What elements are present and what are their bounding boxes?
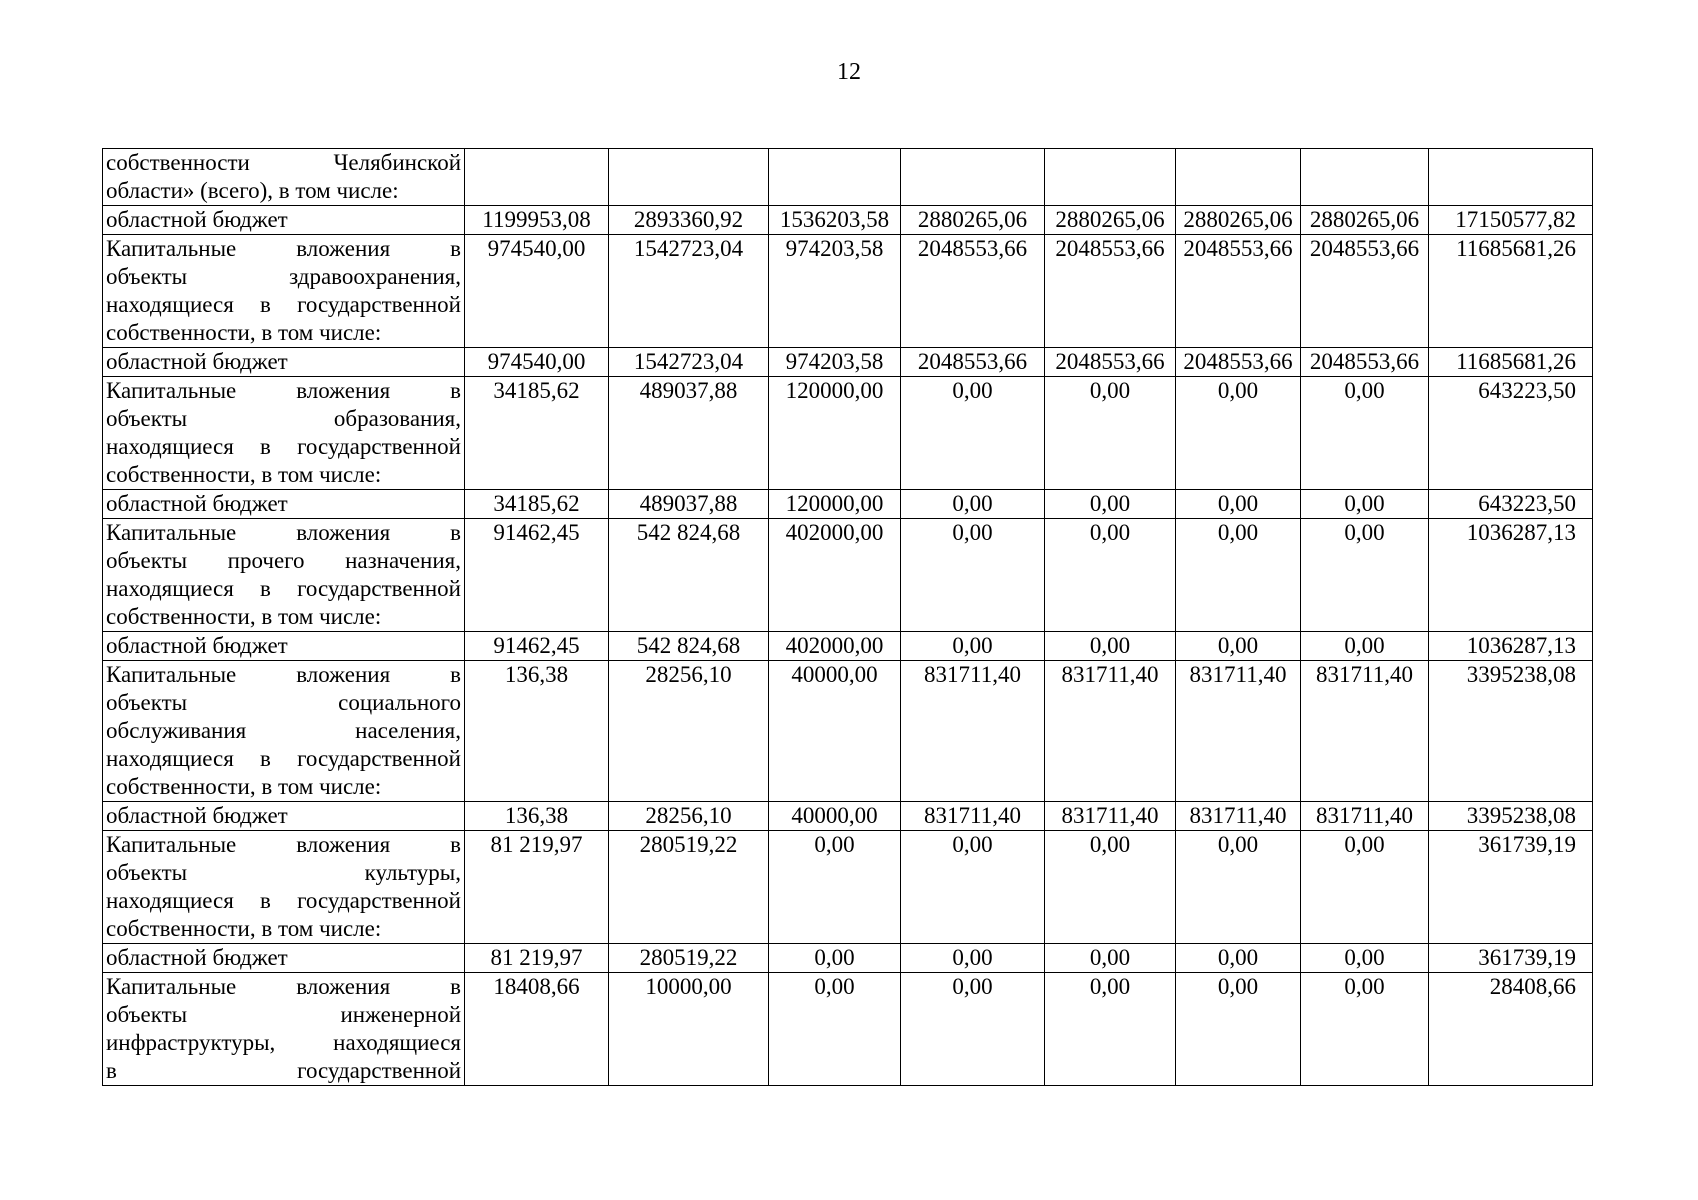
value-cell: 1536203,58: [769, 206, 901, 235]
value-cell: 1542723,04: [609, 235, 769, 348]
row-label-cell: [103, 149, 465, 206]
value-cell: 2880265,06: [1301, 206, 1429, 235]
row-label-line: собственности Челябинской: [106, 150, 461, 175]
value-cell: 0,00: [1176, 519, 1301, 632]
row-label-line: областной бюджет: [106, 207, 288, 232]
value-cell: 280519,22: [609, 831, 769, 944]
value-cell: [465, 149, 609, 206]
table-row: [103, 831, 1593, 944]
value-cell: 2048553,66: [901, 348, 1045, 377]
value-cell: 2048553,66: [901, 235, 1045, 348]
value-cell: 280519,22: [609, 944, 769, 973]
row-label-line: Капитальные вложения в: [106, 974, 461, 999]
value-cell: [769, 149, 901, 206]
row-label-cell: [103, 944, 465, 973]
value-cell: 3395238,08: [1429, 661, 1593, 802]
value-cell: 0,00: [1176, 973, 1301, 1086]
row-label-line: объекты прочего назначения,: [106, 548, 461, 573]
value-cell: 2893360,92: [609, 206, 769, 235]
value-cell: 0,00: [901, 377, 1045, 490]
row-label-cell: [103, 632, 465, 661]
value-cell: [1301, 149, 1429, 206]
row-label-line: объекты здравоохранения,: [106, 264, 461, 289]
value-cell: 0,00: [1301, 973, 1429, 1086]
row-label-cell: [103, 348, 465, 377]
value-cell: 0,00: [1176, 831, 1301, 944]
value-cell: 1542723,04: [609, 348, 769, 377]
value-cell: 28256,10: [609, 802, 769, 831]
row-label-cell: [103, 661, 465, 802]
value-cell: 489037,88: [609, 490, 769, 519]
value-cell: 0,00: [901, 519, 1045, 632]
value-cell: 1036287,13: [1429, 519, 1593, 632]
value-cell: 136,38: [465, 802, 609, 831]
row-label-cell: [103, 490, 465, 519]
row-label-cell: [103, 519, 465, 632]
value-cell: 0,00: [1045, 377, 1176, 490]
row-label-cell: [103, 235, 465, 348]
row-label-line: находящиеся в государственной: [106, 746, 461, 771]
row-label-line: Капитальные вложения в: [106, 662, 461, 687]
table-row: [103, 377, 1593, 490]
row-label-line: находящиеся в государственной: [106, 888, 461, 913]
row-label-line: областной бюджет: [106, 491, 288, 516]
value-cell: 402000,00: [769, 519, 901, 632]
row-label-line: в государственной: [106, 1058, 461, 1083]
row-label-line: собственности, в том числе:: [106, 916, 382, 941]
row-label-line: собственности, в том числе:: [106, 604, 382, 629]
row-label-line: находящиеся в государственной: [106, 292, 461, 317]
value-cell: 0,00: [1301, 632, 1429, 661]
value-cell: 11685681,26: [1429, 348, 1593, 377]
row-label-line: обслуживания населения,: [106, 718, 461, 743]
value-cell: 831711,40: [1301, 661, 1429, 802]
row-label-line: областной бюджет: [106, 633, 288, 658]
value-cell: 81 219,97: [465, 831, 609, 944]
value-cell: [609, 149, 769, 206]
table-row: [103, 944, 1593, 973]
value-cell: 0,00: [901, 632, 1045, 661]
row-label-line: собственности, в том числе:: [106, 320, 382, 345]
table-row: [103, 973, 1593, 1086]
row-label-line: области» (всего), в том числе:: [106, 178, 399, 203]
value-cell: 831711,40: [1176, 802, 1301, 831]
value-cell: 28256,10: [609, 661, 769, 802]
row-label-line: объекты образования,: [106, 406, 461, 431]
row-label-line: находящиеся в государственной: [106, 576, 461, 601]
value-cell: 0,00: [1045, 632, 1176, 661]
value-cell: [1429, 149, 1593, 206]
value-cell: 0,00: [901, 831, 1045, 944]
value-cell: 0,00: [769, 973, 901, 1086]
value-cell: 831711,40: [1301, 802, 1429, 831]
value-cell: 2880265,06: [1045, 206, 1176, 235]
value-cell: 34185,62: [465, 490, 609, 519]
value-cell: 2048553,66: [1301, 235, 1429, 348]
value-cell: 402000,00: [769, 632, 901, 661]
value-cell: 489037,88: [609, 377, 769, 490]
value-cell: 0,00: [901, 944, 1045, 973]
table-row: [103, 235, 1593, 348]
row-label-line: Капитальные вложения в: [106, 378, 461, 403]
value-cell: 0,00: [1301, 377, 1429, 490]
value-cell: 643223,50: [1429, 377, 1593, 490]
table-row: [103, 802, 1593, 831]
value-cell: 120000,00: [769, 377, 901, 490]
value-cell: 831711,40: [1045, 802, 1176, 831]
value-cell: 0,00: [901, 490, 1045, 519]
value-cell: 542 824,68: [609, 519, 769, 632]
value-cell: 2048553,66: [1045, 235, 1176, 348]
value-cell: 2048553,66: [1301, 348, 1429, 377]
value-cell: 0,00: [1301, 490, 1429, 519]
table-row: [103, 348, 1593, 377]
row-label-line: Капитальные вложения в: [106, 832, 461, 857]
value-cell: 0,00: [1045, 973, 1176, 1086]
value-cell: 0,00: [1176, 944, 1301, 973]
row-label-line: объекты культуры,: [106, 860, 461, 885]
row-label-line: находящиеся в государственной: [106, 434, 461, 459]
value-cell: 11685681,26: [1429, 235, 1593, 348]
value-cell: 831711,40: [901, 661, 1045, 802]
value-cell: 0,00: [769, 944, 901, 973]
value-cell: [1176, 149, 1301, 206]
value-cell: 0,00: [769, 831, 901, 944]
value-cell: 0,00: [1045, 519, 1176, 632]
value-cell: 831711,40: [1176, 661, 1301, 802]
value-cell: 361739,19: [1429, 944, 1593, 973]
value-cell: 136,38: [465, 661, 609, 802]
value-cell: 974203,58: [769, 348, 901, 377]
value-cell: 0,00: [1176, 632, 1301, 661]
table-row: [103, 519, 1593, 632]
value-cell: 2880265,06: [1176, 206, 1301, 235]
value-cell: 974540,00: [465, 348, 609, 377]
value-cell: 2880265,06: [901, 206, 1045, 235]
value-cell: 18408,66: [465, 973, 609, 1086]
value-cell: 2048553,66: [1176, 235, 1301, 348]
value-cell: 974540,00: [465, 235, 609, 348]
value-cell: 91462,45: [465, 632, 609, 661]
value-cell: 831711,40: [901, 802, 1045, 831]
row-label-cell: [103, 831, 465, 944]
value-cell: 361739,19: [1429, 831, 1593, 944]
value-cell: 2048553,66: [1176, 348, 1301, 377]
value-cell: 0,00: [1045, 831, 1176, 944]
row-label-line: собственности, в том числе:: [106, 462, 382, 487]
table-row: [103, 206, 1593, 235]
row-label-line: инфраструктуры, находящиеся: [106, 1030, 461, 1055]
value-cell: 28408,66: [1429, 973, 1593, 1086]
value-cell: 81 219,97: [465, 944, 609, 973]
budget-table-body: [103, 149, 1593, 1086]
value-cell: 1036287,13: [1429, 632, 1593, 661]
value-cell: 0,00: [1045, 490, 1176, 519]
value-cell: 0,00: [901, 973, 1045, 1086]
value-cell: 0,00: [1301, 944, 1429, 973]
value-cell: 34185,62: [465, 377, 609, 490]
row-label-cell: [103, 377, 465, 490]
row-label-line: Капитальные вложения в: [106, 520, 461, 545]
table-row: [103, 661, 1593, 802]
table-row: [103, 149, 1593, 206]
value-cell: 831711,40: [1045, 661, 1176, 802]
value-cell: 0,00: [1301, 519, 1429, 632]
value-cell: 3395238,08: [1429, 802, 1593, 831]
row-label-line: областной бюджет: [106, 945, 288, 970]
value-cell: 2048553,66: [1045, 348, 1176, 377]
table-row: [103, 490, 1593, 519]
value-cell: 10000,00: [609, 973, 769, 1086]
row-label-line: объекты инженерной: [106, 1002, 461, 1027]
row-label-line: собственности, в том числе:: [106, 774, 382, 799]
value-cell: 91462,45: [465, 519, 609, 632]
value-cell: [901, 149, 1045, 206]
value-cell: 0,00: [1045, 944, 1176, 973]
value-cell: 40000,00: [769, 802, 901, 831]
value-cell: 120000,00: [769, 490, 901, 519]
value-cell: 974203,58: [769, 235, 901, 348]
value-cell: 542 824,68: [609, 632, 769, 661]
value-cell: 17150577,82: [1429, 206, 1593, 235]
value-cell: 0,00: [1176, 490, 1301, 519]
row-label-cell: [103, 973, 465, 1086]
value-cell: 1199953,08: [465, 206, 609, 235]
row-label-line: объекты социального: [106, 690, 461, 715]
value-cell: 0,00: [1176, 377, 1301, 490]
budget-table: [102, 148, 1593, 1086]
value-cell: 0,00: [1301, 831, 1429, 944]
value-cell: 40000,00: [769, 661, 901, 802]
page-number: 12: [837, 59, 861, 85]
value-cell: [1045, 149, 1176, 206]
row-label-cell: [103, 206, 465, 235]
row-label-line: областной бюджет: [106, 803, 288, 828]
value-cell: 643223,50: [1429, 490, 1593, 519]
row-label-line: областной бюджет: [106, 349, 288, 374]
row-label-cell: [103, 802, 465, 831]
row-label-line: Капитальные вложения в: [106, 236, 461, 261]
table-row: [103, 632, 1593, 661]
